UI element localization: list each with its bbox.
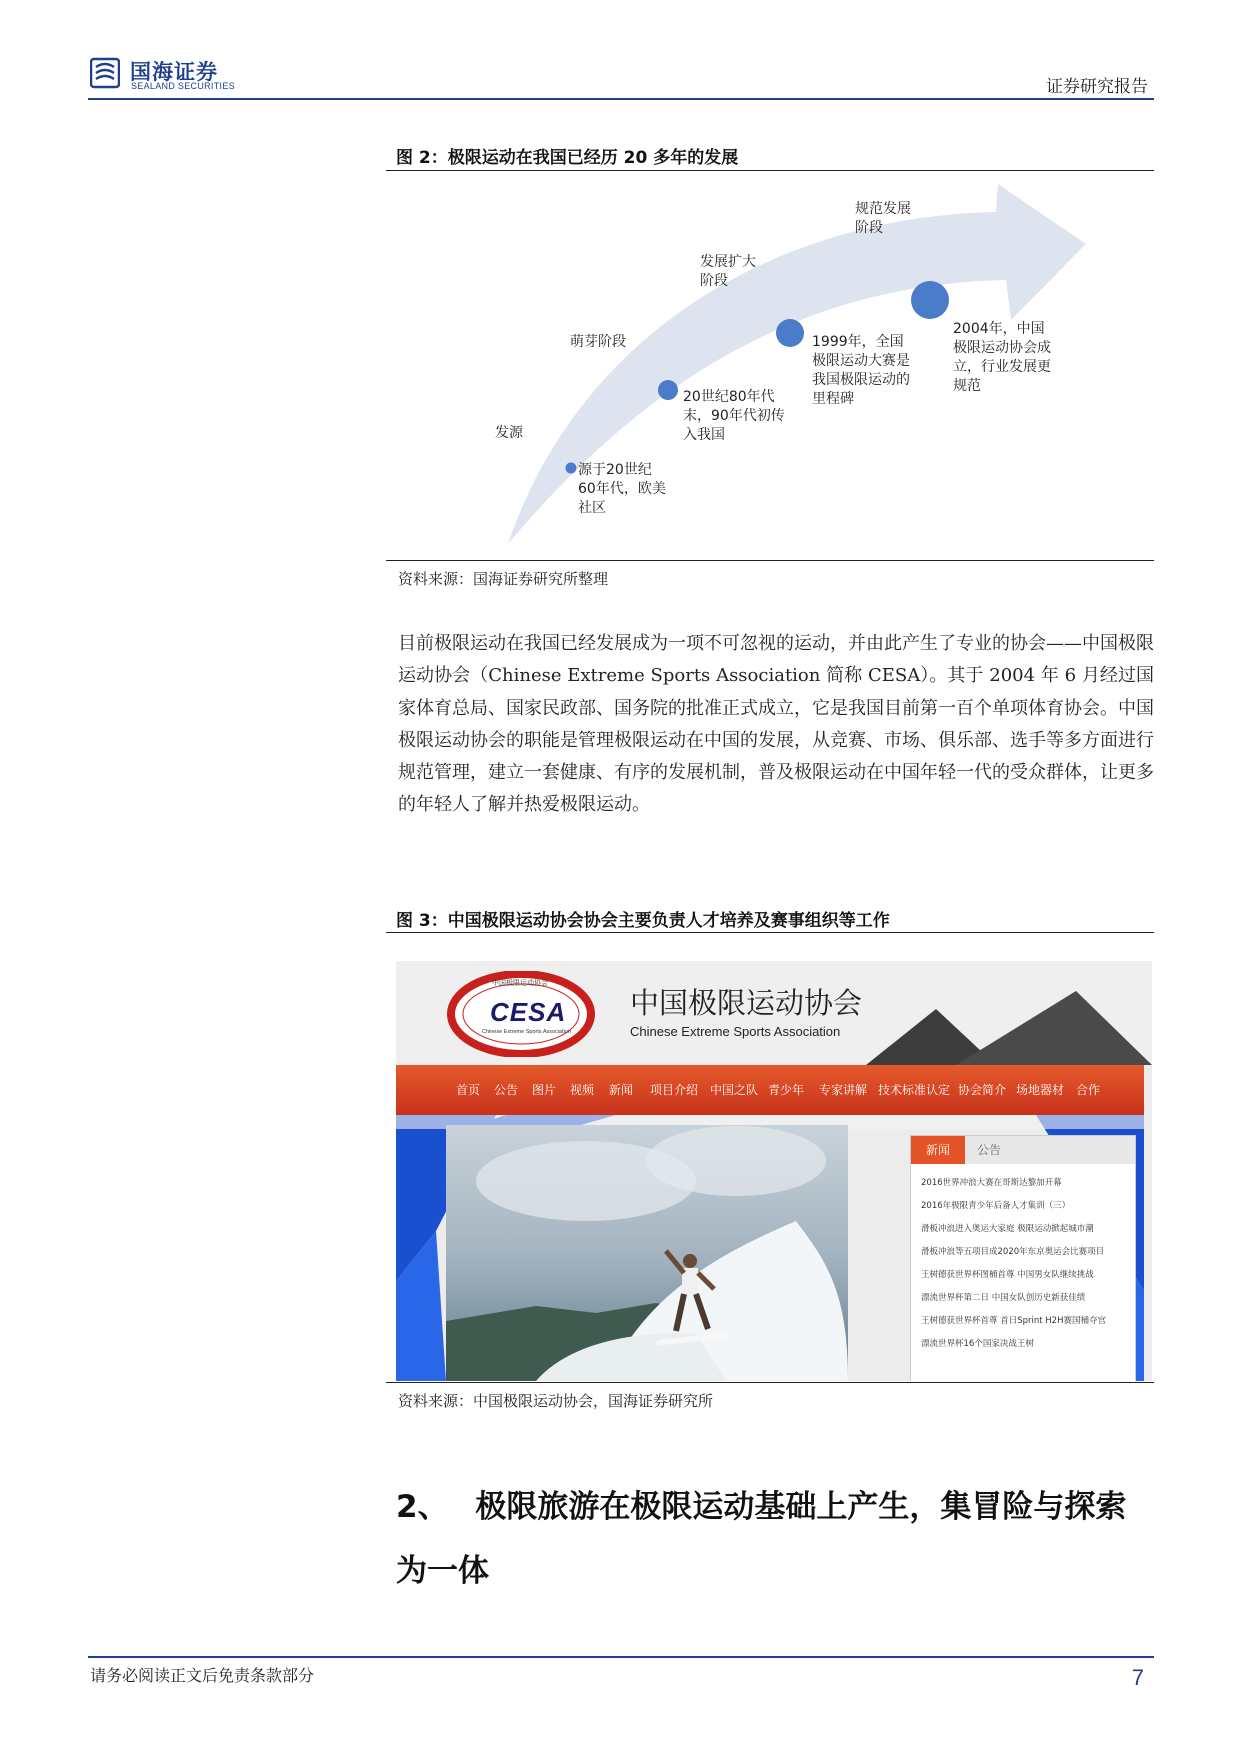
stage-label-sprout: 萌芽阶段 [570,334,626,350]
page-number: 7 [1131,1665,1144,1690]
site-org-name-cn: 中国极限运动协会 [630,986,863,1020]
figure2-source: 资料来源：国海证券研究所整理 [398,570,609,588]
stage-desc-origin: 源于20世纪60年代，欧美社区 [578,462,666,516]
news-item[interactable]: 王树德获世界杯图桶首尊 中国男女队继续挑战 [921,1270,1094,1280]
header-divider [88,98,1154,100]
section-heading [396,1475,1156,1603]
site-org-name-en: Chinese Extreme Sports Association [630,1024,841,1039]
figure3-top-rule [386,932,1154,933]
stage-dot-standard [911,281,949,319]
nav-pictures[interactable]: 图片 [532,1083,557,1097]
stage-dot-sprout [658,380,678,400]
figure2-bottom-rule [386,560,1154,561]
nav-tech-standards[interactable]: 技术标准认定 [878,1083,951,1097]
tab-news[interactable]: 新闻 [911,1136,965,1164]
news-item[interactable]: 2016年极限青少年后备人才集训（三） [921,1201,1071,1211]
news-item[interactable]: 王树德获世界杯首尊 首日Sprint H2H赛国桶夺官 [921,1316,1106,1326]
cesa-website-screenshot [396,961,1152,1381]
figure3-caption: 图 3：中国极限运动协会协会主要负责人才培养及赛事组织等工作 [396,911,890,931]
figure3-source: 资料来源：中国极限运动协会，国海证券研究所 [398,1392,714,1410]
stage-dot-expansion [776,319,804,347]
stage-dot-origin [566,463,577,474]
tab-notice[interactable]: 公告 [977,1143,1002,1157]
site-nav-bar [396,1065,1144,1115]
stage-desc-standard: 2004年，中国极限运动协会成立，行业发展更规范 [953,321,1051,394]
news-item[interactable]: 滑板冲浪进入奥运大家庭 极限运动掀起城市潮 [921,1224,1094,1234]
nav-video[interactable]: 视频 [570,1083,595,1097]
nav-venue[interactable]: 场地器材 [1016,1083,1065,1097]
report-type-title: 证券研究报告 [1046,77,1148,97]
nav-projects[interactable]: 项目介绍 [650,1083,699,1097]
news-item[interactable]: 滑板冲浪等五项目成2020年东京奥运会比赛项目 [921,1247,1105,1257]
logo-cesa-text: CESA [490,997,567,1027]
nav-home[interactable]: 首页 [456,1083,481,1097]
nav-news[interactable]: 新闻 [609,1083,634,1097]
body-paragraph: 目前极限运动在我国已经发展成为一项不可忽视的运动，并由此产生了专业的协会——中国极限运动协会（Chinese Extreme Sports Association 简称 CESA）。其于 2004 年 6 月经过国家体育总局、国家民政部、国务院的批准正式成立，它是我国目前第一百个单项体育协会。中国极限运动协会的职能是管理极限运动在中国的发展，从竞赛、市场、俱乐部、选手等多方面进行规范管理，建立一套健康、有序的发展机制，普及极限运动在中国年轻一代的受众群体，让更多的年轻人了解并热爱极限运动。 [398,633,1154,816]
logo-ring-text-top: 中国极限运动协会 [492,979,548,987]
stage-label-expansion: 发展扩大阶段 [700,254,756,289]
figure2-caption: 图 2：极限运动在我国已经历 20 多年的发展 [396,148,739,168]
nav-experts[interactable]: 专家讲解 [819,1083,868,1097]
disclaimer-note: 请务必阅读正文后免责条款部分 [90,1666,315,1685]
nav-notice[interactable]: 公告 [494,1083,519,1097]
stage-desc-sprout: 20世纪80年代末，90年代初传入我国 [683,389,785,443]
stage-label-standard: 规范发展阶段 [855,201,911,236]
figure2-top-rule [386,170,1154,171]
logo-name-cn: 国海证券 [130,60,218,84]
section-heading-number: 2、 [396,1489,449,1525]
stage-label-origin: 发源 [495,425,523,441]
figure3-bottom-rule [386,1382,1154,1383]
nav-china-team[interactable]: 中国之队 [710,1083,759,1097]
logo-name-en: SEALAND SECURITIES [131,81,235,91]
sealand-logo-icon [90,57,120,89]
nav-youth[interactable]: 青少年 [768,1083,805,1097]
news-panel [910,1135,1136,1381]
logo-ring-text-bottom: Chinese Extreme Sports Association [482,1029,571,1035]
nav-cooperation[interactable]: 合作 [1076,1083,1101,1097]
news-item[interactable]: 漂流世界杯16个国家决战王树 [921,1339,1034,1349]
footer-divider [88,1656,1154,1658]
nav-about[interactable]: 协会简介 [958,1083,1007,1097]
news-item[interactable]: 2016世界冲浪大赛在哥斯达黎加开幕 [921,1178,1062,1188]
news-item[interactable]: 漂流世界杯第二日 中国女队创历史新获佳绩 [921,1293,1086,1303]
section-heading-text: 极限旅游在极限运动基础上产生，集冒险与探索为一体 [396,1489,1127,1589]
stage-desc-expansion: 1999年，全国极限运动大赛是我国极限运动的里程碑 [812,334,910,407]
